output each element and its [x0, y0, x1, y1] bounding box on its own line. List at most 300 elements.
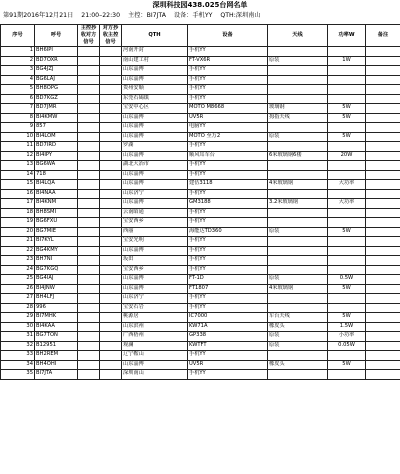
row-index: 29 [1, 313, 35, 323]
row-peer-rx [100, 170, 122, 180]
row-equipment: 手机YY [188, 189, 268, 199]
row-power: 5W [328, 113, 366, 123]
row-index: 6 [1, 94, 35, 104]
row-callsign: BG4IAJ [35, 275, 78, 285]
row-equipment: UV5R [188, 360, 268, 370]
row-power: 5W [328, 284, 366, 294]
row-callsign: BI4KNM [35, 199, 78, 209]
row-power: 大功率 [328, 180, 366, 190]
row-qth: 南山建工村 [122, 56, 188, 66]
table-row [1, 189, 400, 199]
row-qth: 山东淄博 [122, 66, 188, 76]
row-peer-rx [100, 256, 122, 266]
row-peer-rx [100, 275, 122, 285]
row-equipment: 电脑YY [188, 123, 268, 133]
row-qth: 宝安光明 [122, 237, 188, 247]
col-header-qth: QTH [122, 25, 188, 47]
table-row [1, 284, 400, 294]
row-qth: 山东济宁 [122, 294, 188, 304]
row-antenna [268, 351, 328, 361]
row-remarks [366, 170, 400, 180]
row-qth: 山东淄博 [122, 199, 188, 209]
row-power [328, 218, 366, 228]
row-antenna [268, 208, 328, 218]
row-qth: 观澜 [122, 341, 188, 351]
row-equipment: 手机YY [188, 294, 268, 304]
row-qth: 坂田 [122, 256, 188, 266]
row-remarks [366, 237, 400, 247]
table-row [1, 151, 400, 161]
row-callsign: BH6IPI [35, 47, 78, 57]
row-peer-rx [100, 75, 122, 85]
row-host-rx [78, 265, 100, 275]
row-power [328, 294, 366, 304]
row-host-rx [78, 256, 100, 266]
row-host-rx [78, 218, 100, 228]
row-peer-rx [100, 246, 122, 256]
row-callsign: BI4KMW [35, 113, 78, 123]
row-equipment: MOTO M8668 [188, 104, 268, 114]
row-antenna [268, 47, 328, 57]
table-row [1, 294, 400, 304]
row-peer-rx [100, 85, 122, 95]
row-callsign: BD7JMR [35, 104, 78, 114]
row-qth: 桃源居 [122, 313, 188, 323]
row-index: 22 [1, 246, 35, 256]
row-index: 2 [1, 56, 35, 66]
row-index: 27 [1, 294, 35, 304]
row-equipment: 海能达TD360 [188, 227, 268, 237]
row-peer-rx [100, 94, 122, 104]
row-antenna: 4米玻璃钢 [268, 284, 328, 294]
row-equipment: FT-VX6R [188, 56, 268, 66]
table-row [1, 218, 400, 228]
table-row [1, 246, 400, 256]
row-host-rx [78, 180, 100, 190]
row-antenna [268, 256, 328, 266]
row-host-rx [78, 208, 100, 218]
row-host-rx [78, 66, 100, 76]
row-host-rx [78, 370, 100, 380]
row-power [328, 256, 366, 266]
table-row [1, 180, 400, 190]
row-equipment: 手机YY [188, 170, 268, 180]
row-equipment: 建伍3118 [188, 180, 268, 190]
row-index: 3 [1, 66, 35, 76]
row-callsign: 857 [35, 123, 78, 133]
row-host-rx [78, 85, 100, 95]
row-antenna: 玻璃钢 [268, 104, 328, 114]
row-antenna [268, 66, 328, 76]
row-equipment: 手机YY [188, 303, 268, 313]
table-row [1, 237, 400, 247]
row-index: 5 [1, 85, 35, 95]
row-antenna [268, 218, 328, 228]
row-callsign: BG6LAJ [35, 75, 78, 85]
row-index: 28 [1, 303, 35, 313]
row-power: 0.5W [328, 275, 366, 285]
row-remarks [366, 227, 400, 237]
row-equipment: 手机YY [188, 66, 268, 76]
row-equipment: GP338 [188, 332, 268, 342]
row-peer-rx [100, 332, 122, 342]
row-qth: 湖北大冶市 [122, 161, 188, 171]
row-callsign: BI7KYL [35, 237, 78, 247]
row-antenna: 3.2米玻璃钢 [268, 199, 328, 209]
row-antenna: 橡皮头 [268, 360, 328, 370]
row-host-rx [78, 94, 100, 104]
row-peer-rx [100, 113, 122, 123]
row-remarks [366, 265, 400, 275]
row-index: 11 [1, 142, 35, 152]
row-host-rx [78, 341, 100, 351]
row-antenna [268, 75, 328, 85]
row-callsign: BI4NAA [35, 189, 78, 199]
row-qth: 宝安西乡 [122, 265, 188, 275]
row-peer-rx [100, 47, 122, 57]
row-callsign: BG4JZJ [35, 66, 78, 76]
row-qth: 宝安石岩 [122, 303, 188, 313]
row-equipment: IC7000 [188, 313, 268, 323]
row-peer-rx [100, 151, 122, 161]
row-remarks [366, 313, 400, 323]
row-antenna: 原装 [268, 56, 328, 66]
row-callsign: BH2REM [35, 351, 78, 361]
row-callsign: BG6WA [35, 161, 78, 171]
row-antenna [268, 265, 328, 275]
row-callsign: BG6FXU [35, 218, 78, 228]
row-remarks [366, 341, 400, 351]
row-remarks [366, 351, 400, 361]
row-power [328, 208, 366, 218]
col-header-equipment: 设备 [188, 25, 268, 47]
row-remarks [366, 284, 400, 294]
row-callsign: BI7JTA [35, 370, 78, 380]
col-header-host-rx: 主控抄收对方信号 [78, 25, 100, 47]
row-remarks [366, 151, 400, 161]
row-power: 1.5W [328, 322, 366, 332]
row-callsign: BD7OXR [35, 56, 78, 66]
row-callsign: BH8SMI [35, 208, 78, 218]
table-row [1, 199, 400, 209]
row-qth: 山东济宁 [122, 189, 188, 199]
row-antenna: 原装 [268, 332, 328, 342]
table-row [1, 208, 400, 218]
row-index: 31 [1, 332, 35, 342]
row-index: 10 [1, 132, 35, 142]
row-host-rx [78, 360, 100, 370]
row-remarks [366, 189, 400, 199]
session-date: 第91期2016年12月21日 [3, 12, 74, 19]
row-antenna: 原装 [268, 341, 328, 351]
row-equipment: UV5R [188, 113, 268, 123]
row-power: 1W [328, 56, 366, 66]
row-qth: 山东滨州 [122, 322, 188, 332]
row-peer-rx [100, 351, 122, 361]
row-callsign: 718 [35, 170, 78, 180]
row-host-rx [78, 303, 100, 313]
col-header-index: 序号 [1, 25, 35, 47]
row-host-rx [78, 47, 100, 57]
row-equipment: MOTO 至万2 [188, 132, 268, 142]
row-qth: 山东淄博 [122, 75, 188, 85]
row-host-rx [78, 123, 100, 133]
row-callsign: BI4LQA [35, 180, 78, 190]
table-row [1, 303, 400, 313]
row-qth: 宝安西乡 [122, 218, 188, 228]
row-peer-rx [100, 313, 122, 323]
table-row [1, 113, 400, 123]
table-row [1, 142, 400, 152]
row-antenna [268, 123, 328, 133]
session-info [3, 11, 397, 21]
row-index: 19 [1, 218, 35, 228]
row-remarks [366, 256, 400, 266]
row-host-rx [78, 237, 100, 247]
row-antenna [268, 189, 328, 199]
row-equipment: GM3188 [188, 199, 268, 209]
row-peer-rx [100, 265, 122, 275]
row-peer-rx [100, 123, 122, 133]
row-index: 23 [1, 256, 35, 266]
row-peer-rx [100, 370, 122, 380]
row-qth: 辽宁鞍山 [122, 351, 188, 361]
row-host-rx [78, 161, 100, 171]
row-equipment: 手机YY [188, 237, 268, 247]
row-callsign: BH7NI [35, 256, 78, 266]
table-row [1, 265, 400, 275]
row-host-rx [78, 351, 100, 361]
row-index: 25 [1, 275, 35, 285]
row-antenna: 4米玻璃钢 [268, 180, 328, 190]
table-row [1, 227, 400, 237]
col-header-peer-rx: 对方抄收主控信号 [100, 25, 122, 47]
row-callsign: BG4KMY [35, 246, 78, 256]
row-power: 5W [328, 313, 366, 323]
row-remarks [366, 104, 400, 114]
row-antenna [268, 303, 328, 313]
row-callsign: BH4LFJ [35, 294, 78, 304]
row-power [328, 303, 366, 313]
row-host-rx [78, 275, 100, 285]
table-row [1, 161, 400, 171]
row-remarks [366, 208, 400, 218]
row-callsign: BG7MIE [35, 227, 78, 237]
row-power: 5W [328, 360, 366, 370]
row-index: 30 [1, 322, 35, 332]
table-row [1, 94, 400, 104]
row-peer-rx [100, 132, 122, 142]
table-row [1, 170, 400, 180]
row-equipment: KW71A [188, 322, 268, 332]
row-qth: 山东淄博 [122, 113, 188, 123]
table-row [1, 313, 400, 323]
row-qth: 山东淄博 [122, 151, 188, 161]
row-qth: 云南昭通 [122, 208, 188, 218]
row-antenna: 原装 [268, 227, 328, 237]
row-callsign: BI4JNW [35, 284, 78, 294]
row-index: 17 [1, 199, 35, 209]
row-callsign: BG7KGQ [35, 265, 78, 275]
row-peer-rx [100, 218, 122, 228]
row-qth: 山东淄博 [122, 180, 188, 190]
row-equipment: 手机YY [188, 161, 268, 171]
page-title: 深圳科技园438.025台网名单 [152, 1, 248, 9]
row-power [328, 170, 366, 180]
row-host-rx [78, 294, 100, 304]
table-row [1, 66, 400, 76]
row-index: 21 [1, 237, 35, 247]
row-antenna [268, 237, 328, 247]
table-row [1, 351, 400, 361]
row-antenna [268, 161, 328, 171]
row-qth: 河南开封 [122, 47, 188, 57]
row-power: 5W [328, 227, 366, 237]
row-power: 20W [328, 151, 366, 161]
table-row [1, 322, 400, 332]
row-power [328, 246, 366, 256]
row-host-rx [78, 332, 100, 342]
row-callsign: BD7IRD [35, 142, 78, 152]
row-peer-rx [100, 360, 122, 370]
row-qth: 西丽 [122, 227, 188, 237]
row-host-rx [78, 113, 100, 123]
row-callsign: BI4IPY [35, 151, 78, 161]
row-power: 5W [328, 132, 366, 142]
row-index: 32 [1, 341, 35, 351]
row-equipment: FT1807 [188, 284, 268, 294]
row-equipment: 手机YY [188, 265, 268, 275]
row-power [328, 123, 366, 133]
row-remarks [366, 123, 400, 133]
row-peer-rx [100, 180, 122, 190]
row-callsign: BI4LOM [35, 132, 78, 142]
row-qth: 罗湖 [122, 142, 188, 152]
row-equipment: FT-1D [188, 275, 268, 285]
row-index: 34 [1, 360, 35, 370]
table-header-row [1, 25, 400, 47]
row-antenna [268, 142, 328, 152]
row-power: 大功率 [328, 199, 366, 209]
row-qth: 山东淄博 [122, 132, 188, 142]
row-host-rx [78, 56, 100, 66]
row-equipment: 顺风耳车台 [188, 151, 268, 161]
row-qth: 东莞石碣镇 [122, 94, 188, 104]
row-remarks [366, 85, 400, 95]
row-equipment: 手机YY [188, 94, 268, 104]
row-antenna [268, 94, 328, 104]
row-qth: 山东淄博 [122, 360, 188, 370]
table-row [1, 360, 400, 370]
row-peer-rx [100, 303, 122, 313]
row-power [328, 66, 366, 76]
row-antenna: 橡皮头 [268, 322, 328, 332]
row-peer-rx [100, 322, 122, 332]
row-power [328, 370, 366, 380]
row-power: 0.05W [328, 341, 366, 351]
row-remarks [366, 275, 400, 285]
table-row [1, 104, 400, 114]
row-remarks [366, 370, 400, 380]
host-callsign: 主控：BI7JTA [128, 12, 166, 19]
row-power [328, 47, 366, 57]
row-equipment: 手机YY [188, 208, 268, 218]
row-power [328, 94, 366, 104]
row-host-rx [78, 246, 100, 256]
row-peer-rx [100, 199, 122, 209]
row-power [328, 161, 366, 171]
row-remarks [366, 180, 400, 190]
row-index: 15 [1, 180, 35, 190]
row-callsign: BI7MHK [35, 313, 78, 323]
row-qth: 贵州安顺 [122, 85, 188, 95]
row-qth: 山东淄博 [122, 275, 188, 285]
col-header-callsign: 呼号 [35, 25, 78, 47]
row-host-rx [78, 142, 100, 152]
row-antenna: 拇指天线 [268, 113, 328, 123]
table-row [1, 370, 400, 380]
row-host-rx [78, 151, 100, 161]
row-qth: 山东淄博 [122, 170, 188, 180]
row-remarks [366, 75, 400, 85]
table-row [1, 332, 400, 342]
row-remarks [366, 47, 400, 57]
session-time: 21:00–22:30 [81, 12, 121, 19]
row-index: 20 [1, 227, 35, 237]
row-callsign: 996 [35, 303, 78, 313]
row-peer-rx [100, 56, 122, 66]
row-host-rx [78, 313, 100, 323]
row-antenna: 原装 [268, 275, 328, 285]
table-row [1, 75, 400, 85]
row-remarks [366, 303, 400, 313]
col-header-remarks: 备注 [366, 25, 400, 47]
row-callsign: BD7KGZ [35, 94, 78, 104]
row-peer-rx [100, 104, 122, 114]
row-equipment: 手机YY [188, 75, 268, 85]
row-equipment: KWTFT [188, 341, 268, 351]
row-host-rx [78, 104, 100, 114]
row-remarks [366, 94, 400, 104]
table-row [1, 85, 400, 95]
row-host-rx [78, 284, 100, 294]
row-peer-rx [100, 284, 122, 294]
row-equipment: 手机YY [188, 256, 268, 266]
row-peer-rx [100, 189, 122, 199]
row-power: 小功率 [328, 332, 366, 342]
row-remarks [366, 142, 400, 152]
row-host-rx [78, 189, 100, 199]
row-antenna [268, 294, 328, 304]
row-qth: 深圳南山 [122, 370, 188, 380]
row-callsign: BI4KAA [35, 322, 78, 332]
row-equipment: 手机YY [188, 218, 268, 228]
row-index: 8 [1, 113, 35, 123]
row-peer-rx [100, 227, 122, 237]
row-callsign: BH4OHI [35, 360, 78, 370]
row-remarks [366, 332, 400, 342]
row-power [328, 85, 366, 95]
row-host-rx [78, 199, 100, 209]
row-callsign: BH8OPG [35, 85, 78, 95]
row-equipment: 手机YY [188, 351, 268, 361]
row-index: 18 [1, 208, 35, 218]
row-qth: 山东淄博 [122, 284, 188, 294]
row-remarks [366, 161, 400, 171]
row-callsign: BG7TON [35, 332, 78, 342]
row-power [328, 142, 366, 152]
row-index: 35 [1, 370, 35, 380]
